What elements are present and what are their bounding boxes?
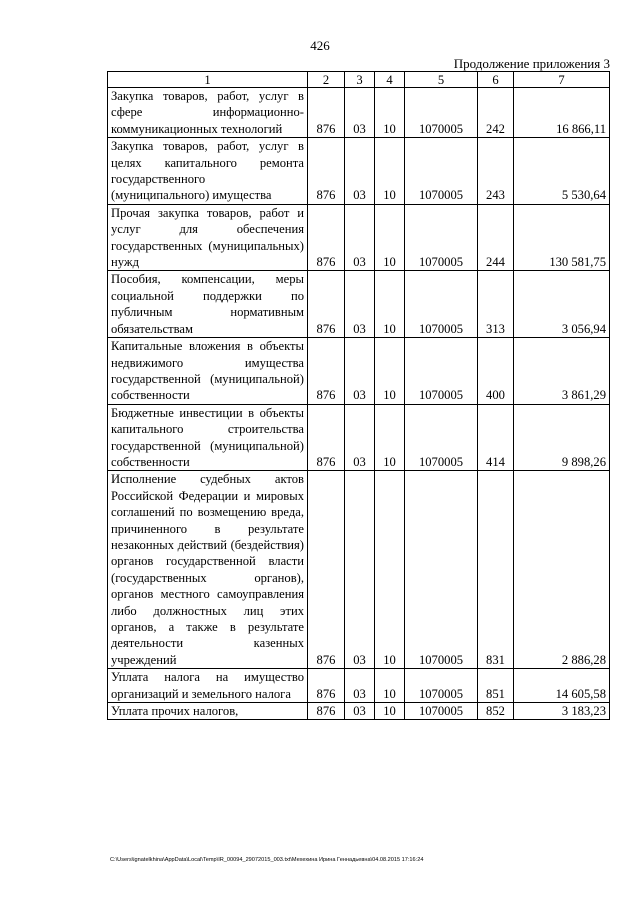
cell-section: 03 <box>345 703 375 720</box>
cell-expense-type: 851 <box>478 669 514 703</box>
continuation-caption: Продолжение приложения 3 <box>453 56 610 71</box>
cell-target-article: 1070005 <box>405 404 478 471</box>
column-header: 4 <box>375 72 405 88</box>
table-row <box>108 271 610 338</box>
row-description: Закупка товаров, работ, услуг в сфере информационно-коммуникационных технологий <box>108 88 308 138</box>
cell-ministry-code: 876 <box>308 204 345 271</box>
row-description: Исполнение судебных актов Российской Федерации и мировых соглашений по возмещению вреда, причиненного в результате незаконных действий (бездействия) органов государственной власти (государственных органов), органов местного самоуправления либо должностных лиц этих органов, а также в результате деятельности казенных учреждений <box>108 471 308 669</box>
table-row <box>108 404 610 471</box>
cell-subsection: 10 <box>375 703 405 720</box>
cell-amount: 2 886,28 <box>514 471 610 669</box>
cell-section: 03 <box>345 404 375 471</box>
cell-amount: 3 056,94 <box>514 271 610 338</box>
cell-amount: 14 605,58 <box>514 669 610 703</box>
row-description: Пособия, компенсации, меры социальной поддержки по публичным нормативным обязательствам <box>108 271 308 338</box>
cell-target-article: 1070005 <box>405 88 478 138</box>
cell-subsection: 10 <box>375 404 405 471</box>
cell-section: 03 <box>345 471 375 669</box>
cell-amount: 16 866,11 <box>514 88 610 138</box>
cell-subsection: 10 <box>375 88 405 138</box>
cell-expense-type: 313 <box>478 271 514 338</box>
table-row <box>108 471 610 669</box>
row-description: Прочая закупка товаров, работ и услуг для обеспечения государственных (муниципальных) нужд <box>108 204 308 271</box>
column-header: 1 <box>108 72 308 88</box>
row-description: Уплата налога на имущество организаций и земельного налога <box>108 669 308 703</box>
cell-ministry-code: 876 <box>308 138 345 205</box>
cell-amount: 3 183,23 <box>514 703 610 720</box>
cell-expense-type: 852 <box>478 703 514 720</box>
cell-expense-type: 244 <box>478 204 514 271</box>
cell-subsection: 10 <box>375 338 405 405</box>
cell-section: 03 <box>345 669 375 703</box>
cell-amount: 130 581,75 <box>514 204 610 271</box>
file-path-footer: C:\Users\ignatelkhina\AppData\Local\Temp\IR_00094_29072015_003.txt\Мехехина Ирина Геннадьевна\04.08.2015 17:16:24 <box>110 857 424 863</box>
cell-amount: 5 530,64 <box>514 138 610 205</box>
cell-target-article: 1070005 <box>405 471 478 669</box>
cell-target-article: 1070005 <box>405 271 478 338</box>
row-description: Уплата прочих налогов, <box>108 703 308 720</box>
cell-section: 03 <box>345 88 375 138</box>
cell-target-article: 1070005 <box>405 338 478 405</box>
header-row <box>108 72 610 88</box>
table-row <box>108 703 610 720</box>
cell-expense-type: 242 <box>478 88 514 138</box>
cell-subsection: 10 <box>375 204 405 271</box>
cell-expense-type: 400 <box>478 338 514 405</box>
table-row <box>108 88 610 138</box>
cell-ministry-code: 876 <box>308 338 345 405</box>
column-header: 6 <box>478 72 514 88</box>
cell-expense-type: 243 <box>478 138 514 205</box>
column-header: 5 <box>405 72 478 88</box>
cell-target-article: 1070005 <box>405 669 478 703</box>
table-row <box>108 204 610 271</box>
cell-subsection: 10 <box>375 271 405 338</box>
column-header: 2 <box>308 72 345 88</box>
cell-ministry-code: 876 <box>308 88 345 138</box>
cell-target-article: 1070005 <box>405 703 478 720</box>
cell-expense-type: 414 <box>478 404 514 471</box>
page-number: 426 <box>310 38 330 53</box>
cell-ministry-code: 876 <box>308 703 345 720</box>
table-row <box>108 669 610 703</box>
cell-ministry-code: 876 <box>308 271 345 338</box>
cell-amount: 9 898,26 <box>514 404 610 471</box>
column-header: 7 <box>514 72 610 88</box>
row-description: Бюджетные инвестиции в объекты капитального строительства государственной (муниципальной) собственности <box>108 404 308 471</box>
cell-subsection: 10 <box>375 471 405 669</box>
table-row <box>108 338 610 405</box>
cell-ministry-code: 876 <box>308 669 345 703</box>
cell-subsection: 10 <box>375 138 405 205</box>
cell-target-article: 1070005 <box>405 204 478 271</box>
column-header: 3 <box>345 72 375 88</box>
cell-ministry-code: 876 <box>308 404 345 471</box>
cell-section: 03 <box>345 271 375 338</box>
budget-table <box>107 71 610 720</box>
row-description: Капитальные вложения в объекты недвижимого имущества государственной (муниципальной) собственности <box>108 338 308 405</box>
cell-target-article: 1070005 <box>405 138 478 205</box>
table-row <box>108 138 610 205</box>
cell-expense-type: 831 <box>478 471 514 669</box>
cell-subsection: 10 <box>375 669 405 703</box>
row-description: Закупка товаров, работ, услуг в целях капитального ремонта государственного (муниципального) имущества <box>108 138 308 205</box>
cell-ministry-code: 876 <box>308 471 345 669</box>
cell-section: 03 <box>345 204 375 271</box>
cell-amount: 3 861,29 <box>514 338 610 405</box>
cell-section: 03 <box>345 338 375 405</box>
cell-section: 03 <box>345 138 375 205</box>
